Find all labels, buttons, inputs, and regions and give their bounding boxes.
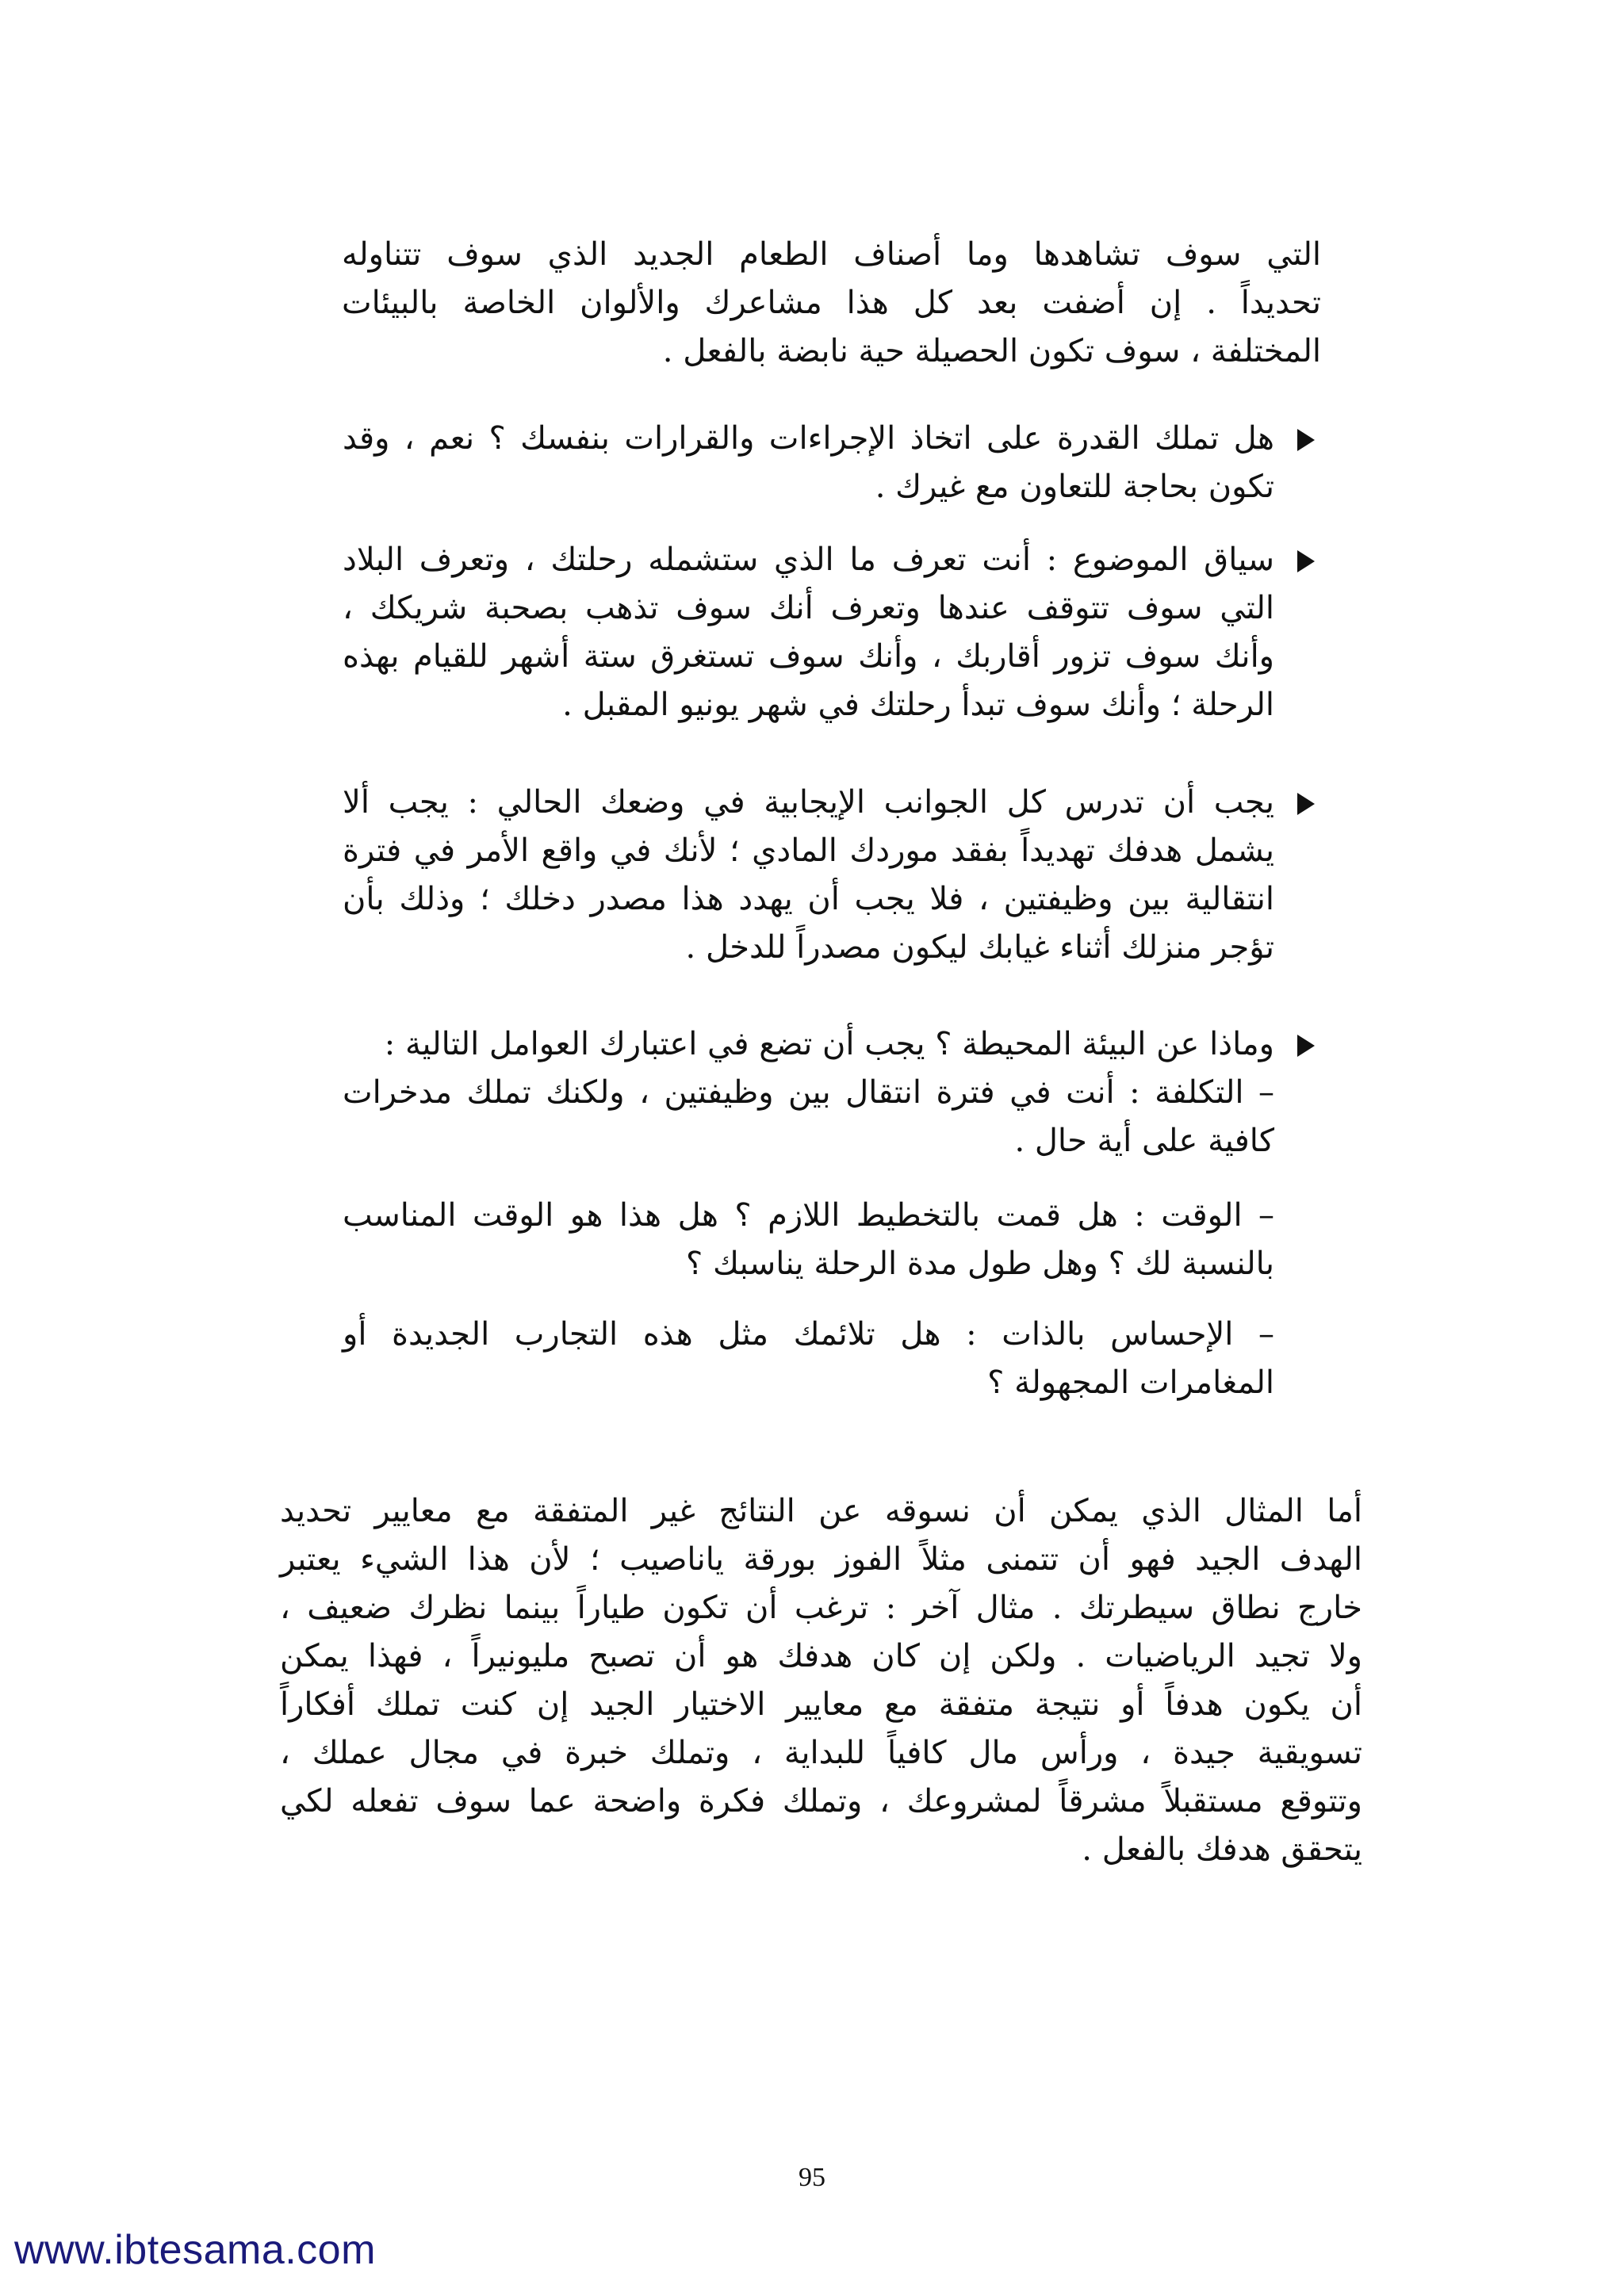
para-2-line-6: تسويقية جيدة ، ورأس مال كافياً للبداية ، وتملك خبرة في مجال عملك ، (280, 1735, 1362, 1771)
bullet-3-line-2: يشمل هدفك تهديداً بفقد موردك المادي ؛ لأنك في واقع الأمر في فترة (343, 832, 1274, 869)
para-2-line-3: خارج نطاق سيطرتك . مثال آخر : ترغب أن تكون طياراً بينما نظرك ضعيف ، (280, 1590, 1362, 1626)
bullet-4-line-3: كافية على أية حال . (1014, 1123, 1274, 1159)
bullet-2-line-2: التي سوف تتوقف عندها وتعرف أنك سوف تذهب بصحبة شريكك ، (343, 590, 1274, 626)
bullet-triangle-icon (1297, 1035, 1315, 1057)
bullet-4-line-2: – التكلفة : أنت في فترة انتقال بين وظيفتين ، ولكنك تملك مدخرات (343, 1074, 1274, 1111)
bullet-triangle-icon (1297, 429, 1315, 451)
bullet-3-line-1: يجب أن تدرس كل الجوانب الإيجابية في وضعك الحالي : يجب ألا (343, 784, 1274, 821)
page-number: 95 (799, 2163, 825, 2192)
bullet-3-line-3: انتقالية بين وظيفتين ، فلا يجب أن يهدد هذا مصدر دخلك ؛ وذلك بأن (343, 881, 1274, 917)
para-2-line-4: ولا تجيد الرياضيات . ولكن إن كان هدفك هو أن تصبح مليونيراً ، فهذا يمكن (280, 1638, 1362, 1674)
bullet-4-line-7: المغامرات المجهولة ؟ (987, 1364, 1274, 1401)
bullet-4-line-6: – الإحساس بالذات : هل تلائمك مثل هذه التجارب الجديدة أو (343, 1316, 1274, 1353)
bullet-triangle-icon (1297, 793, 1315, 815)
bullet-1-line-2: تكون بحاجة للتعاون مع غيرك . (875, 469, 1274, 505)
watermark-text: www.ibtesama.com (14, 2227, 376, 2273)
para-2-line-5: أن يكون هدفاً أو نتيجة متفقة مع معايير الاختيار الجيد إن كنت تملك أفكاراً (280, 1686, 1362, 1723)
bullet-1-line-1: هل تملك القدرة على اتخاذ الإجراءات والقرارات بنفسك ؟ نعم ، وقد (343, 420, 1274, 457)
bullet-3-line-4: تؤجر منزلك أثناء غيابك ليكون مصدراً للدخل . (685, 929, 1274, 966)
bullet-4-line-1: وماذا عن البيئة المحيطة ؟ يجب أن تضع في اعتبارك العوامل التالية : (384, 1026, 1274, 1062)
para-2-line-2: الهدف الجيد فهو أن تتمنى مثلاً الفوز بورقة ياناصيب ؛ لأن هذا الشيء يعتبر (280, 1541, 1362, 1578)
para-2-line-7: وتتوقع مستقبلاً مشرقاً لمشروعك ، وتملك فكرة واضحة عما سوف تفعله لكي (280, 1783, 1362, 1820)
intro-line-1: التي سوف تشاهدها وما أصناف الطعام الجديد الذي سوف تتناوله (342, 236, 1321, 273)
bullet-2-line-3: وأنك سوف تزور أقاربك ، وأنك سوف تستغرق ستة أشهر للقيام بهذه (343, 638, 1274, 675)
bullet-2-line-1: سياق الموضوع : أنت تعرف ما الذي ستشمله رحلتك ، وتعرف البلاد (343, 541, 1274, 578)
intro-line-2: تحديداً . إن أضفت بعد كل هذا مشاعرك والألوان الخاصة بالبيئات (342, 285, 1321, 321)
bullet-4-line-5: بالنسبة لك ؟ وهل طول مدة الرحلة يناسبك ؟ (686, 1246, 1274, 1282)
bullet-4-line-4: – الوقت : هل قمت بالتخطيط اللازم ؟ هل هذا هو الوقت المناسب (343, 1197, 1274, 1234)
para-2-line-8: يتحقق هدفك بالفعل . (1082, 1831, 1362, 1868)
bullet-triangle-icon (1297, 550, 1315, 572)
bullet-2-line-4: الرحلة ؛ وأنك سوف تبدأ رحلتك في شهر يونيو المقبل . (562, 687, 1274, 723)
para-2-line-1: أما المثال الذي يمكن أن نسوقه عن النتائج غير المتفقة مع معايير تحديد (280, 1493, 1362, 1529)
intro-line-3: المختلفة ، سوف تكون الحصيلة حية نابضة بالفعل . (662, 333, 1321, 369)
